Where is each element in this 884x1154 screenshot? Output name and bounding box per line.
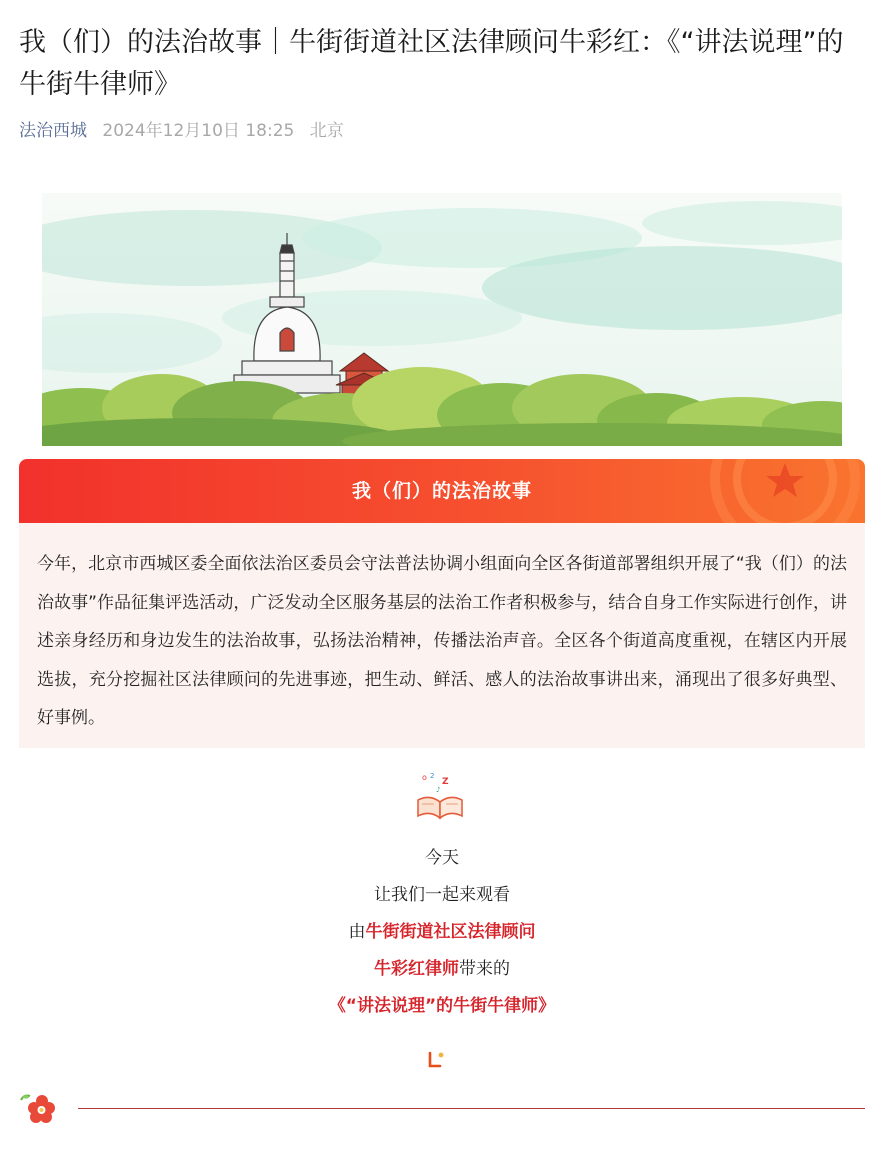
invite-highlight: 牛街街道社区法律顾问 [365, 922, 536, 942]
svg-text:♪: ♪ [436, 786, 441, 794]
account-name-link[interactable]: 法治西城 [19, 121, 87, 141]
banner-image [42, 193, 842, 446]
beihai-white-dagoba-illustration [42, 193, 842, 446]
section-divider [78, 1108, 865, 1109]
publish-time: 2024年12月10日 18:25 [102, 121, 295, 141]
invite-line: 今天 [425, 848, 459, 868]
invite-line: 让我们一起来观看 [374, 885, 510, 905]
decorative-mark-icon [426, 1050, 446, 1072]
invite-highlight: 牛彩红律师 [374, 959, 459, 979]
invite-line [0, 914, 884, 951]
invite-text [0, 840, 884, 1025]
svg-text:o: o [422, 773, 427, 782]
section-header-bar [19, 459, 865, 523]
svg-text:2: 2 [430, 772, 435, 780]
intro-box [19, 523, 865, 748]
article-meta [19, 116, 344, 141]
publish-location: 北京 [309, 121, 344, 141]
invite-line [0, 988, 884, 1025]
story-title-highlight: 《“讲法说理”的牛街牛律师》 [328, 996, 556, 1016]
invite-prefix: 由 [348, 922, 366, 942]
svg-text:Z: Z [442, 777, 449, 787]
open-book-icon [414, 770, 466, 822]
invite-line [0, 951, 884, 988]
intro-paragraph: 今年，北京市西城区委全面依法治区委员会守法普法协调小组面向全区各街道部署组织开展了“我（们）的法治故事”作品征集评选活动，广泛发动全区服务基层的法治工作者积极参与，结合自身工作实际进行创作，讲述亲身经历和身边发生的法治故事，弘扬法治精神，传播法治声音。全区各个街道高度重视，在辖区内开展选拔，充分挖掘社区法律顾问的先进事迹，把生动、鲜活、感人的法治故事讲出来，涌现出了很多好典型、好事例。 [37, 554, 847, 728]
article-title: 我（们）的法治故事｜牛街街道社区法律顾问牛彩红：《“讲法说理”的牛街牛律师》 [19, 27, 844, 100]
section-header-title: 我（们）的法治故事 [351, 480, 532, 502]
flower-icon [18, 1090, 58, 1126]
invite-suffix: 带来的 [459, 959, 510, 979]
